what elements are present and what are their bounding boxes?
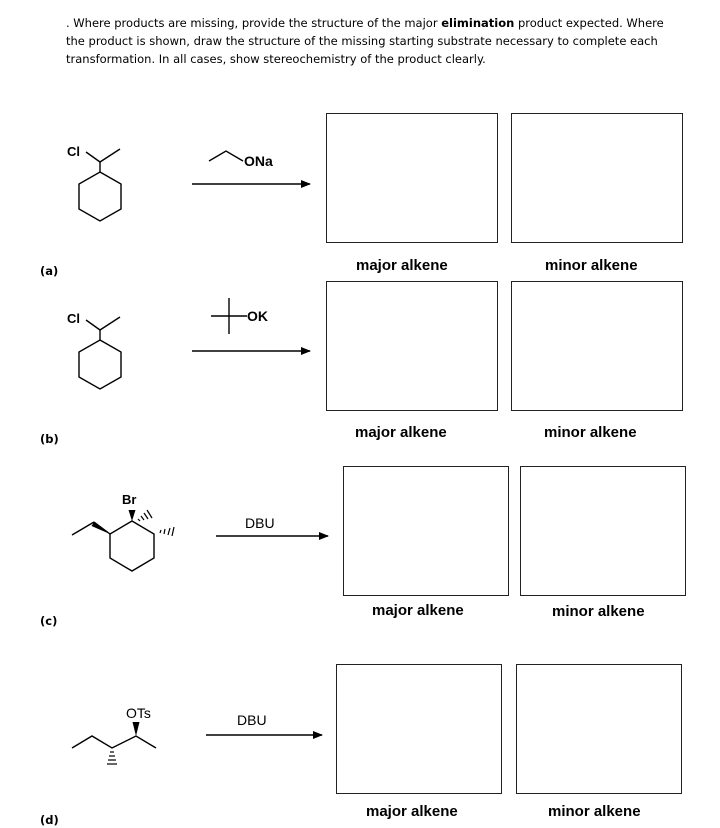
minor-alkene-label-b: minor alkene [544, 424, 637, 441]
minor-alkene-label-a: minor alkene [545, 257, 638, 274]
major-alkene-label-b: major alkene [355, 424, 447, 441]
problem-label-d: (d) [40, 813, 59, 827]
hash-bond-c2 [160, 527, 174, 536]
wedge-bond-c2 [92, 522, 111, 534]
hash-bond-d [107, 752, 117, 764]
substrate-b [79, 317, 121, 389]
major-alkene-label-a: major alkene [356, 257, 448, 274]
substituent-d: OTs [126, 705, 151, 721]
reagent-a: ONa [244, 153, 273, 169]
instructions-text-1: . Where products are missing, provide the structure of the major [66, 16, 442, 30]
reagent-b-skeleton [211, 298, 247, 334]
substrate-d [72, 736, 156, 748]
substrate-a [79, 149, 121, 221]
reagent-b: OK [247, 308, 268, 324]
substituent-a: Cl [67, 144, 80, 159]
problem-label-b: (b) [40, 432, 59, 446]
wedge-bond-d [133, 722, 140, 736]
substrate-c [72, 521, 154, 571]
substituent-c: Br [122, 492, 137, 507]
minor-alkene-label-c: minor alkene [552, 603, 645, 620]
reagent-d: DBU [237, 712, 267, 728]
substituent-b: Cl [67, 311, 80, 326]
major-alkene-label-d: major alkene [366, 803, 458, 820]
wedge-bond-c [129, 510, 136, 521]
problem-label-a: (a) [40, 264, 59, 278]
major-alkene-label-c: major alkene [372, 602, 464, 619]
instructions-text-2: product expected. Where the product is shown, draw the structure of the missing starting substrate necessary to complete each transformation. In all cases, show stereochemistry of the product clearly. [66, 16, 664, 66]
reagent-a-skeleton [209, 151, 243, 161]
hash-bond-c1 [138, 510, 152, 521]
reagent-c: DBU [245, 515, 275, 531]
instructions-bold: elimination [441, 16, 515, 30]
minor-alkene-label-d: minor alkene [548, 803, 641, 820]
problem-label-c: (c) [40, 614, 58, 628]
